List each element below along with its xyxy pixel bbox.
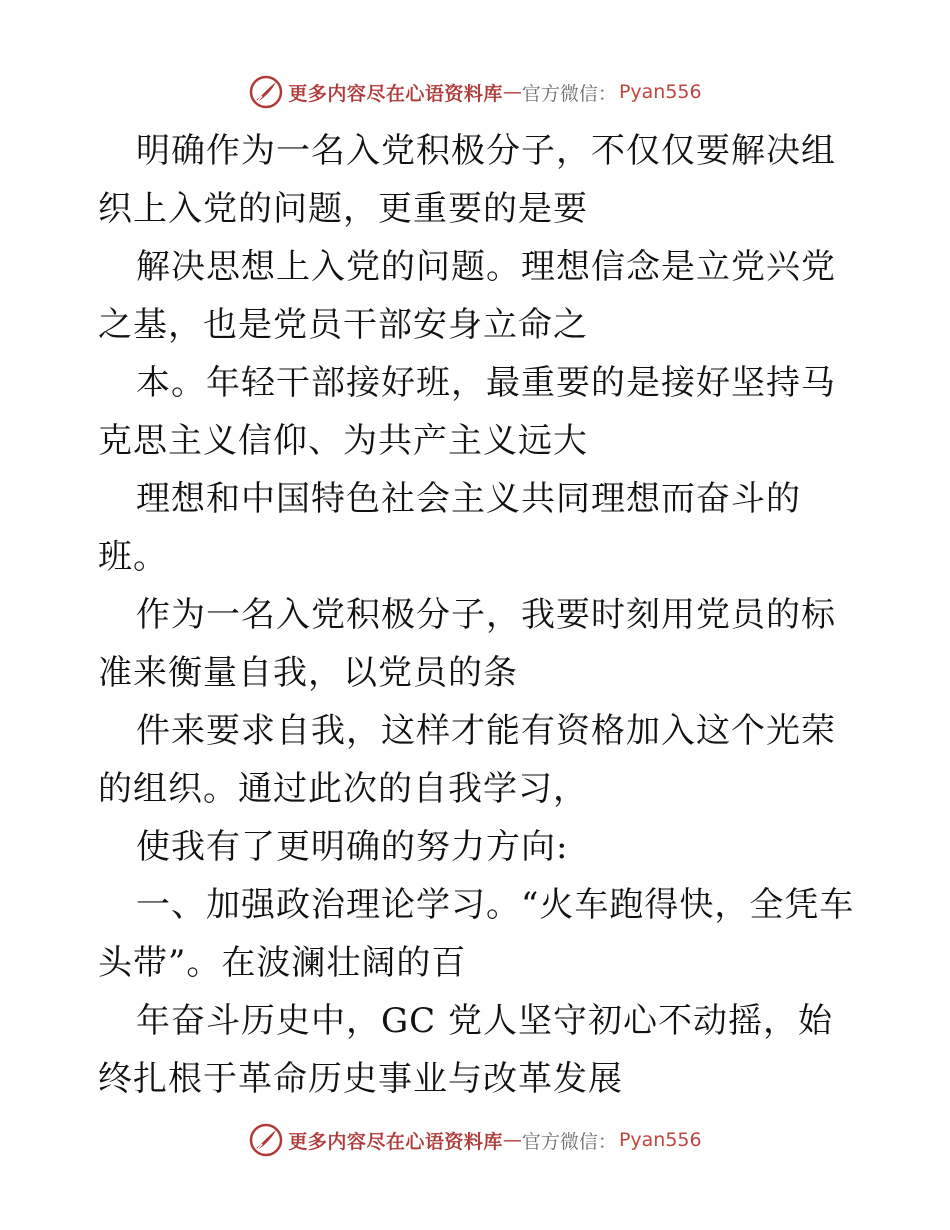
paragraph: 年奋斗历史中，GC 党人坚守初心不动摇，始终扎根于革命历史事业与改革发展 [98,1001,833,1099]
paragraph: 一、加强政治理论学习。“火车跑得快，全凭车头带”。在波澜壮阔的百 [98,885,855,983]
banner-main-text: 更多内容尽在心语资料库 [288,82,503,105]
banner-wechat-label: 官方微信 [521,82,598,105]
banner-dash: — [502,1129,522,1151]
quill-logo-icon [248,74,284,110]
banner-colon: ： [597,82,617,105]
document-body [98,122,858,1108]
banner-wechat-id: Pyan556 [618,1129,702,1151]
banner-dash: — [502,81,522,103]
header-watermark-banner [0,72,950,112]
banner-colon: ： [597,1130,617,1153]
banner-main-text: 更多内容尽在心语资料库 [288,1130,503,1153]
paragraph: 件来要求自我，这样才能有资格加入这个光荣的组织。通过此次的自我学习， [98,711,836,809]
paragraph: 使我有了更明确的努力方向: [136,827,569,867]
paragraph: 理想和中国特色社会主义共同理想而奋斗的班。 [98,479,801,577]
paragraph: 明确作为一名入党积极分子，不仅仅要解决组织上入党的问题，更重要的是要 [98,131,836,229]
paragraph: 作为一名入党积极分子，我要时刻用党员的标准来衡量自我，以党员的条 [98,595,836,693]
paragraph: 解决思想上入党的问题。理想信念是立党兴党之基，也是党员干部安身立命之 [98,247,836,345]
footer-watermark-banner [0,1120,950,1160]
banner-wechat-label: 官方微信 [521,1130,598,1153]
quill-logo-icon [248,1122,284,1158]
paragraph: 本。年轻干部接好班，最重要的是接好坚持马克思主义信仰、为共产主义远大 [98,363,836,461]
banner-wechat-id: Pyan556 [618,81,702,103]
